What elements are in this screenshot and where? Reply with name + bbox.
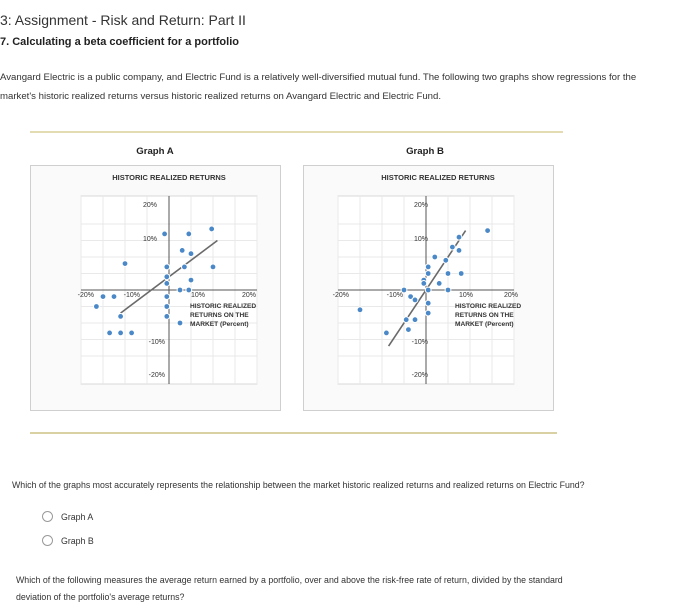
graph-a-data-point <box>164 294 170 300</box>
option-graph-a-label: Graph A <box>61 511 94 522</box>
option-graph-b-label: Graph B <box>61 535 94 546</box>
graph-a-tick-x-10: 10% <box>190 292 206 299</box>
graph-a-data-point <box>164 304 170 310</box>
graph-b-data-point <box>384 330 390 336</box>
graph-a-data-point <box>210 264 216 270</box>
graph-a-tick-y-neg10: -10% <box>148 339 165 346</box>
graph-b-data-point <box>443 257 449 263</box>
question-2-text <box>16 572 696 606</box>
graph-b-tick-y-10: 10% <box>413 236 428 243</box>
graph-b-data-point <box>425 310 431 316</box>
graph-b-x-label-3: MARKET (Percent) <box>455 321 514 328</box>
graph-b-data-point <box>406 327 412 333</box>
graph-a-data-point <box>188 277 194 283</box>
graph-b-data-point <box>432 254 438 260</box>
graph-b-tick-x-20: 20% <box>503 292 519 299</box>
intro-paragraph <box>0 68 700 106</box>
graph-a-data-point <box>164 274 170 280</box>
graph-a-tick-y-20: 20% <box>142 202 157 209</box>
graph-b-data-point <box>412 297 418 303</box>
graph-b-data-point <box>425 271 431 277</box>
intro-line-2: market's historic realized returns versus historic realized returns on Avangard Electric and Electric Fund. <box>0 91 442 102</box>
graph-a-panel <box>30 165 281 411</box>
divider-top <box>30 131 563 133</box>
graph-b-data-point <box>445 271 451 277</box>
graph-b-title: Graph B <box>406 146 444 157</box>
graph-b-x-label-2: RETURNS ON THE <box>455 312 514 319</box>
graph-b-panel <box>303 165 554 411</box>
graph-a-tick-x-neg10: -10% <box>123 292 140 299</box>
graph-a-data-point <box>179 248 185 254</box>
graph-b-data-point <box>436 281 442 287</box>
graph-b-tick-x-10: 10% <box>458 292 474 299</box>
graph-a-y-axis-label: HISTORIC REALIZED RETURNS <box>112 173 226 182</box>
option-graph-b[interactable] <box>42 535 94 546</box>
graph-b-y-axis-label: HISTORIC REALIZED RETURNS <box>381 173 495 182</box>
graph-a-data-point <box>111 294 117 300</box>
graph-a-data-point <box>177 320 183 326</box>
graph-a-data-point <box>188 251 194 257</box>
graph-a-x-label-3: MARKET (Percent) <box>190 321 249 328</box>
question-2-line-1: Which of the following measures the average return earned by a portfolio, over and above the risk-free rate of return, divided by the standard <box>16 575 563 585</box>
graph-b-data-point <box>450 244 456 250</box>
graph-b-tick-y-20: 20% <box>413 202 428 209</box>
graph-b-x-label-1: HISTORIC REALIZED <box>455 303 522 310</box>
graph-b-data-point <box>425 264 431 270</box>
graph-b-data-point <box>445 287 451 293</box>
question-1-text: Which of the graphs most accurately represents the relationship between the market historic realized returns and realized returns on Electric Fund? <box>12 480 585 490</box>
graph-b-data-point <box>458 271 464 277</box>
graph-b-data-point <box>456 248 462 254</box>
graph-a-x-label-1: HISTORIC REALIZED <box>190 303 257 310</box>
graph-a-data-point <box>182 264 188 270</box>
graph-b-tick-y-neg10: -10% <box>411 339 428 346</box>
graph-a-data-point <box>129 330 135 336</box>
graph-a-data-point <box>164 264 170 270</box>
graph-a-data-point <box>209 226 215 232</box>
graph-a-data-point <box>162 231 168 237</box>
graph-a-tick-x-neg20: -20% <box>77 292 94 299</box>
graph-a-title: Graph A <box>136 146 174 157</box>
assignment-title: 3: Assignment - Risk and Return: Part II <box>0 12 246 28</box>
problem-title: 7. Calculating a beta coefficient for a portfolio <box>0 36 239 48</box>
graph-a-data-point <box>164 314 170 320</box>
graph-a-tick-x-20: 20% <box>241 292 257 299</box>
radio-button-graph-a[interactable] <box>42 511 53 522</box>
graph-b-data-point <box>421 281 427 287</box>
graph-a-data-point <box>122 261 128 267</box>
graph-a-data-point <box>100 294 106 300</box>
radio-button-graph-b[interactable] <box>42 535 53 546</box>
graph-b-data-point <box>456 234 462 240</box>
graph-a-data-point <box>118 330 124 336</box>
graph-a-data-point <box>94 304 100 310</box>
graph-b-tick-x-neg20: -20% <box>332 292 349 299</box>
graph-b-data-point <box>425 300 431 306</box>
graph-b-tick-y-neg20: -20% <box>411 372 428 379</box>
graph-b-data-point <box>425 287 431 293</box>
intro-line-1: Avangard Electric is a public company, and Electric Fund is a relatively well-diversified mutual fund. The following two graphs show regressions for the <box>0 72 637 83</box>
graph-b-tick-x-neg10: -10% <box>386 292 403 299</box>
graph-a-tick-y-10: 10% <box>142 236 157 243</box>
graph-b-data-point <box>357 307 363 313</box>
graph-b-chart <box>304 166 553 410</box>
graph-a-chart <box>31 166 280 410</box>
question-2-line-2: deviation of the portfolio's average returns? <box>16 592 185 602</box>
graph-a-data-point <box>118 314 124 320</box>
graph-b-data-point <box>412 317 418 323</box>
graph-b-data-point <box>403 317 409 323</box>
option-graph-a[interactable] <box>42 511 93 522</box>
graph-a-x-label-2: RETURNS ON THE <box>190 312 249 319</box>
graph-b-data-point <box>485 228 491 234</box>
graph-a-data-point <box>186 231 192 237</box>
graph-a-data-point <box>164 281 170 287</box>
graph-a-data-point <box>107 330 113 336</box>
divider-bottom <box>30 432 557 434</box>
graph-a-tick-y-neg20: -20% <box>148 372 165 379</box>
graph-a-data-point <box>177 287 183 293</box>
